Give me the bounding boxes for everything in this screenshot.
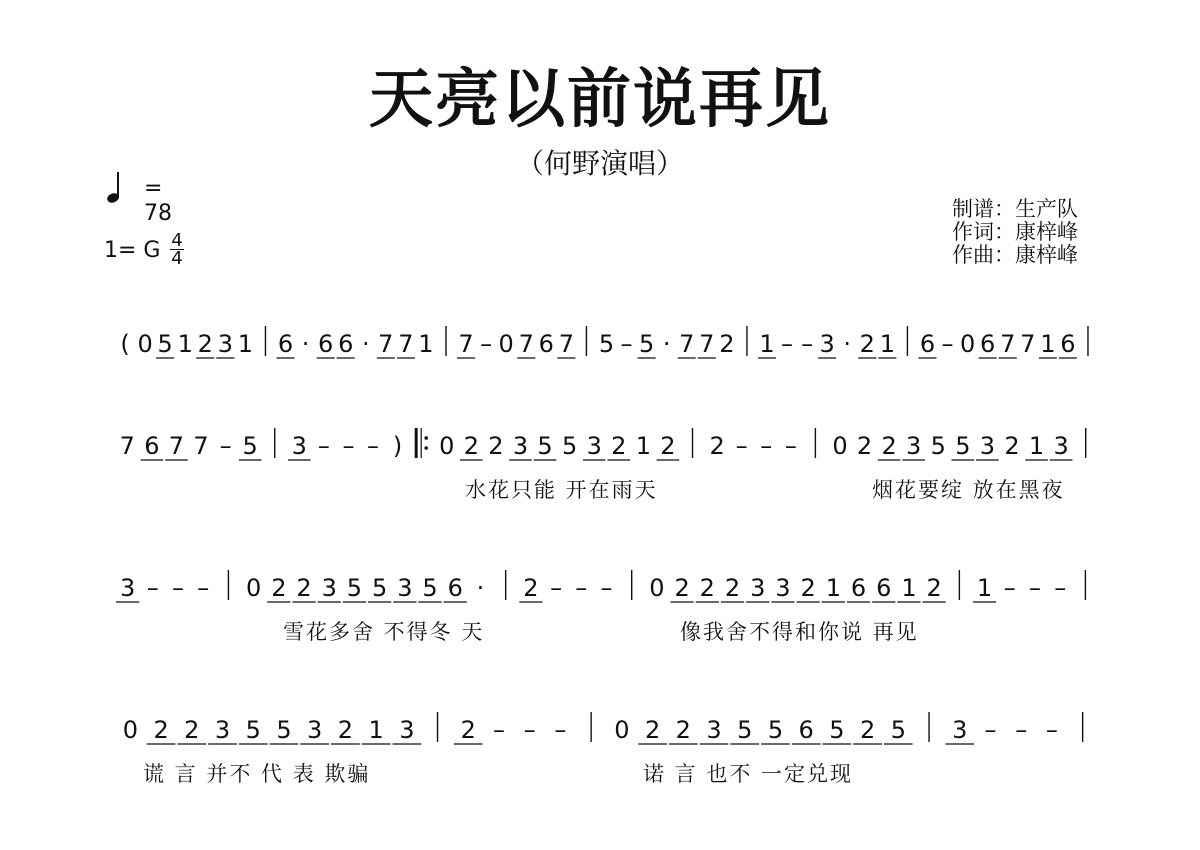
score-note: 5 — [737, 716, 753, 744]
score-note: 5 — [930, 432, 946, 460]
score-note: · — [361, 330, 370, 358]
score-note: 2 — [197, 330, 213, 358]
score-note: 3 — [952, 716, 968, 744]
score-note: 7 — [458, 330, 474, 358]
score-note: 3 — [307, 716, 323, 744]
score-note: 2 — [271, 574, 287, 602]
score-note: 5 — [372, 574, 388, 602]
score-note: 5 — [561, 432, 578, 460]
lyricist-credit: 作词：康梓峰 — [952, 220, 1078, 244]
score-note: 2 — [859, 330, 875, 358]
score-note: – — [317, 432, 330, 460]
score-note: · — [843, 330, 852, 358]
score-note: – — [600, 574, 613, 602]
score-note: 6 — [338, 330, 354, 358]
score-note: 6 — [277, 330, 294, 358]
score-note: 2 — [719, 330, 735, 358]
score-note: 0 — [122, 716, 138, 744]
lyric-line-2a: 雪花多舍 不得冬 天 — [283, 620, 485, 644]
score-note: 2 — [724, 574, 741, 602]
score-note: – — [480, 330, 493, 358]
score-note: – — [554, 716, 567, 744]
lyric-line-1a: 水花只能 开在雨天 — [465, 478, 658, 502]
score-note: · — [301, 330, 310, 358]
score-note: 2 — [674, 574, 690, 602]
score-note: 7 — [398, 330, 414, 358]
score-note: 1 — [1028, 432, 1045, 460]
score-note: 1 — [825, 574, 841, 602]
score-note: 7 — [193, 432, 209, 460]
score-note: 2 — [460, 716, 476, 744]
score-note: 0 — [498, 330, 514, 358]
score-note: 1 — [976, 574, 993, 602]
score-note: 3 — [399, 716, 415, 744]
score-note: 6 — [980, 330, 996, 358]
score-note: 3 — [321, 574, 337, 602]
score-note: 6 — [538, 330, 554, 358]
score-note: 3 — [706, 716, 722, 744]
score-note: 2 — [881, 432, 897, 460]
composer-credit: 作曲：康梓峰 — [952, 243, 1078, 267]
score-note: 7 — [518, 330, 534, 358]
score-note: 2 — [488, 432, 504, 460]
score-note: – — [620, 330, 633, 358]
score-note: – — [197, 574, 210, 602]
score-note: 1 — [1040, 330, 1056, 358]
score-note: 6 — [919, 330, 936, 358]
score-note: – — [1045, 716, 1058, 744]
score-note: – — [984, 716, 997, 744]
score-note: 2 — [1004, 432, 1020, 460]
score-note: 1 — [901, 574, 917, 602]
lyric-line-3a: 谎 言 并不 代 表 欺骗 — [143, 762, 371, 786]
score-note: – — [550, 574, 563, 602]
score-note: – — [801, 330, 814, 358]
score-note: 5 — [346, 574, 363, 602]
lyric-line-3b: 诺 言 也不 一定兑现 — [643, 762, 854, 786]
score-note: 3 — [775, 574, 791, 602]
score-note: 3 — [217, 330, 233, 358]
score-note: – — [575, 574, 588, 602]
score-note: 0 — [439, 432, 455, 460]
score-note: 0 — [245, 574, 262, 602]
score-note: – — [172, 574, 185, 602]
score-note: 5 — [955, 432, 971, 460]
time-signature-bottom: 4 — [171, 248, 183, 269]
score-note: 3 — [586, 432, 602, 460]
score-note: 2 — [856, 432, 873, 460]
score-note: 0 — [649, 574, 665, 602]
score-note: – — [784, 432, 797, 460]
score-note: 3 — [512, 432, 529, 460]
score-note: 6 — [876, 574, 892, 602]
score-note: 5 — [276, 716, 292, 744]
score-note: – — [342, 432, 355, 460]
score-note: – — [1054, 574, 1067, 602]
score-note: 1 — [237, 330, 254, 358]
score-note: 5 — [242, 432, 258, 460]
score-note: 1 — [368, 716, 384, 744]
score-note: – — [523, 716, 536, 744]
score-note: 1 — [418, 330, 434, 358]
score-note: 2 — [926, 574, 942, 602]
score-note: 7 — [679, 330, 695, 358]
score-note: 6 — [1060, 330, 1076, 358]
score-note: 5 — [767, 716, 784, 744]
score-note: 2 — [611, 432, 627, 460]
score-note: 0 — [614, 716, 630, 744]
score-note: 2 — [859, 716, 876, 744]
score-note: 1 — [177, 330, 193, 358]
score-note: – — [1003, 574, 1016, 602]
repeat-dot — [424, 446, 428, 450]
score-note: · — [662, 330, 671, 358]
score-note: 5 — [245, 716, 261, 744]
score-note: 1 — [879, 330, 895, 358]
score-note: – — [219, 432, 232, 460]
score-note: 7 — [119, 432, 135, 460]
score-note: 5 — [890, 716, 906, 744]
score-note: 6 — [798, 716, 814, 744]
score-note: – — [781, 330, 794, 358]
score-note: 1 — [635, 432, 652, 460]
score-note: 2 — [699, 574, 715, 602]
score-note: 5 — [422, 574, 438, 602]
score-note: – — [760, 432, 773, 460]
score-note: 7 — [378, 330, 394, 358]
key-signature: 1= G — [104, 238, 161, 263]
score-note: 7 — [168, 432, 185, 460]
song-subtitle: （何野演唱） — [515, 147, 684, 180]
score-note: 2 — [153, 716, 169, 744]
score-note: 2 — [800, 574, 816, 602]
score-note: 5 — [537, 432, 553, 460]
score-note: – — [735, 432, 748, 460]
score-note: 3 — [397, 574, 413, 602]
score-note: ( — [120, 330, 130, 358]
score-note: 3 — [750, 574, 766, 602]
score-note: 0 — [832, 432, 848, 460]
score-note: 6 — [850, 574, 867, 602]
score-note: 2 — [675, 716, 691, 744]
score-note: 6 — [144, 432, 160, 460]
transcriber-credit: 制谱：生产队 — [952, 197, 1078, 221]
score-note: 3 — [819, 330, 835, 358]
score-note: 5 — [157, 330, 173, 358]
score-note: 2 — [660, 432, 676, 460]
score-note: 6 — [318, 330, 334, 358]
score-note: 7 — [1020, 330, 1036, 358]
score-note: – — [492, 716, 505, 744]
lyric-line-2b: 像我舍不得和你说 再见 — [680, 620, 919, 644]
tempo-value: = 78 — [144, 176, 172, 226]
score-note: 2 — [709, 432, 725, 460]
score-note: – — [367, 432, 380, 460]
score-note: 6 — [447, 574, 463, 602]
lyric-line-1b: 烟花要绽 放在黑夜 — [872, 478, 1065, 502]
score-note: 7 — [558, 330, 575, 358]
score-note: 5 — [829, 716, 845, 744]
score-note: 3 — [979, 432, 996, 460]
repeat-dot — [424, 436, 428, 440]
score-note: 5 — [638, 330, 655, 358]
score-note: 7 — [1000, 330, 1016, 358]
time-signature-top: 4 — [171, 230, 183, 251]
score-note: 0 — [959, 330, 976, 358]
score-note: 2 — [296, 574, 312, 602]
score-note: 1 — [759, 330, 775, 358]
score-note: 3 — [1053, 432, 1069, 460]
score-note: 7 — [699, 330, 715, 358]
score-note: – — [1015, 716, 1028, 744]
score-note: 3 — [214, 716, 231, 744]
score-note: 2 — [644, 716, 661, 744]
score-note: ) — [392, 432, 403, 460]
score-note: 0 — [137, 330, 153, 358]
score-note: 2 — [184, 716, 200, 744]
song-title: 天亮以前说再见 — [369, 63, 831, 137]
score-note: – — [1028, 574, 1041, 602]
score-note: – — [941, 330, 954, 358]
score-note: 2 — [523, 574, 539, 602]
score-note: 2 — [337, 716, 354, 744]
score-note: 2 — [463, 432, 479, 460]
score-note: · — [476, 574, 485, 602]
score-note: 3 — [119, 574, 136, 602]
score-note: 5 — [598, 330, 615, 358]
score-note: 3 — [291, 432, 307, 460]
score-note: – — [146, 574, 159, 602]
score-note: 3 — [906, 432, 922, 460]
